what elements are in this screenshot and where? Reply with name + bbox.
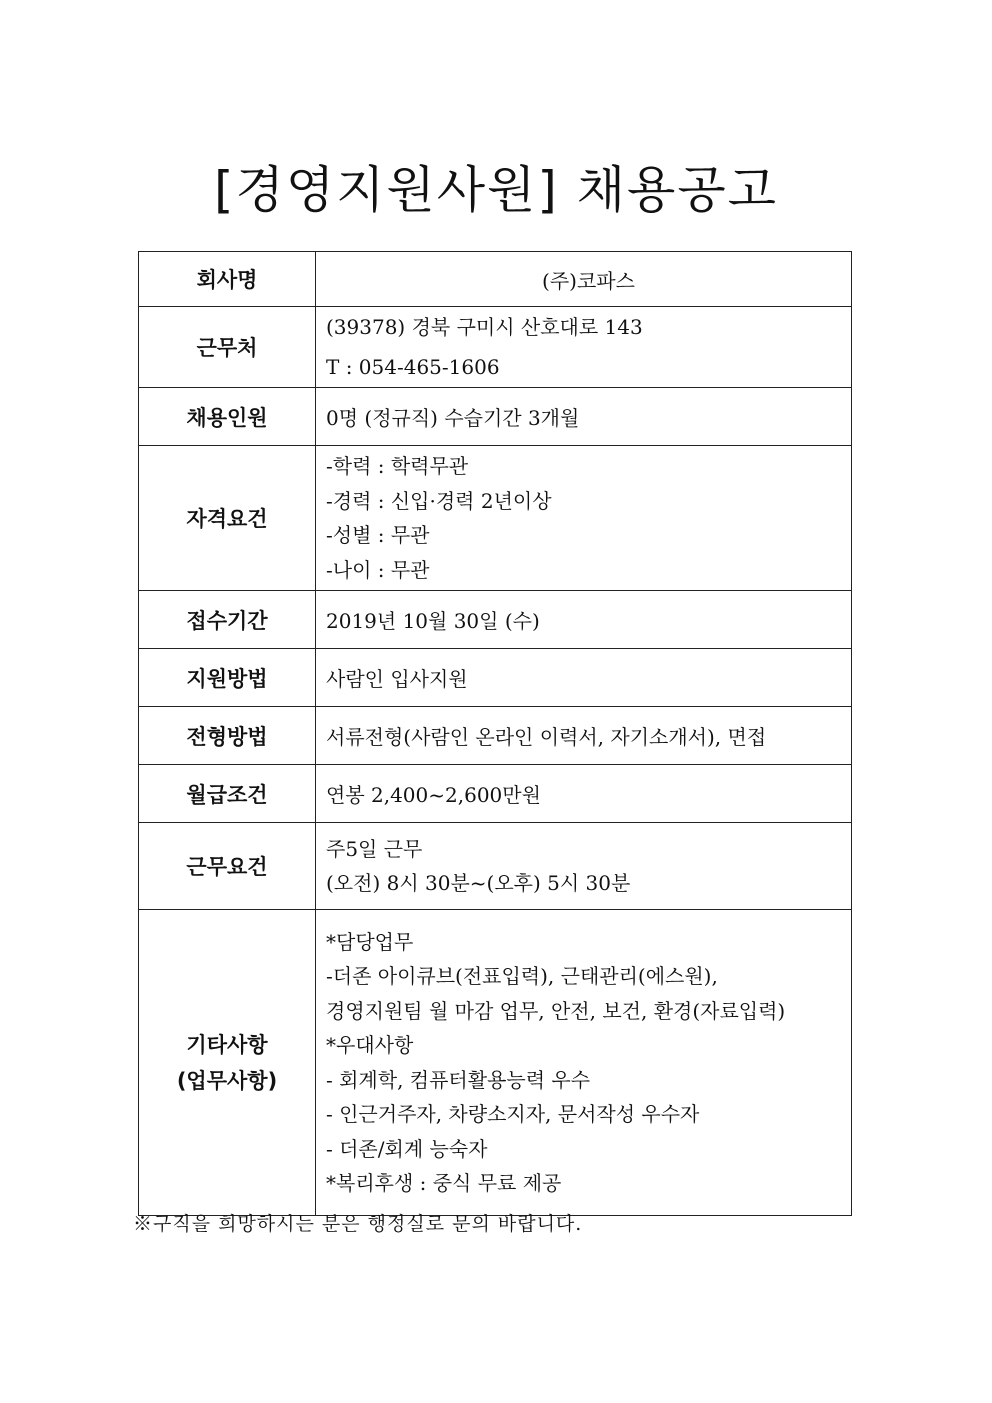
workplace-address: (39378) 경북 구미시 산호대로 143 — [326, 315, 643, 339]
other-item: - 인근거주자, 차량소지자, 문서작성 우수자 — [326, 1102, 700, 1126]
row-workplace — [139, 307, 852, 388]
value-headcount: 0명 (정규직) 수습기간 3개월 — [316, 388, 852, 446]
row-work-conditions — [139, 823, 852, 910]
qualification-item: -나이 : 무관 — [326, 557, 430, 582]
row-apply-method — [139, 649, 852, 707]
value-workplace — [316, 307, 852, 388]
work-condition-item: 주5일 근무 — [326, 837, 423, 861]
page-title: [경영지원사원] 채용공고 — [214, 161, 778, 219]
label-company: 회사명 — [139, 252, 316, 307]
other-item: 경영지원팀 월 마감 업무, 안전, 보건, 환경(자료입력) — [326, 998, 786, 1023]
value-apply-method: 사람인 입사지원 — [316, 649, 852, 707]
qualification-item: -성별 : 무관 — [326, 523, 430, 547]
label-apply-method: 지원방법 — [139, 649, 316, 707]
qualification-item: -학력 : 학력무관 — [326, 454, 469, 478]
label-other-line2: (업무사항) — [176, 1068, 278, 1093]
other-item: *복리후생 : 중식 무료 제공 — [326, 1171, 562, 1195]
row-company — [139, 252, 852, 307]
label-selection: 전형방법 — [139, 707, 316, 765]
qualification-item: -경력 : 신입·경력 2년이상 — [326, 488, 552, 513]
value-selection: 서류전형(사람인 온라인 이력서, 자기소개서), 면접 — [316, 707, 852, 765]
value-deadline: 2019년 10월 30일 (수) — [316, 591, 852, 649]
label-work-conditions: 근무요건 — [139, 823, 316, 910]
row-salary — [139, 765, 852, 823]
other-item: - 더존/회계 능숙자 — [326, 1136, 488, 1161]
label-headcount: 채용인원 — [139, 388, 316, 446]
label-workplace: 근무처 — [139, 307, 316, 388]
job-posting-table — [138, 251, 852, 1216]
other-item: - 회계학, 컴퓨터활용능력 우수 — [326, 1067, 591, 1092]
workplace-phone: T : 054-465-1606 — [326, 355, 500, 379]
label-salary: 월급조건 — [139, 765, 316, 823]
row-deadline — [139, 591, 852, 649]
value-other — [316, 910, 852, 1216]
row-selection — [139, 707, 852, 765]
row-headcount — [139, 388, 852, 446]
value-work-conditions — [316, 823, 852, 910]
value-salary: 연봉 2,400~2,600만원 — [316, 765, 852, 823]
label-other-line1: 기타사항 — [186, 1032, 268, 1057]
other-item: *우대사항 — [326, 1033, 414, 1057]
work-condition-item: (오전) 8시 30분~(오후) 5시 30분 — [326, 871, 631, 895]
other-item: *담당업무 — [326, 929, 414, 954]
other-item: -더존 아이큐브(전표입력), 근태관리(에스원), — [326, 964, 718, 988]
value-company: (주)코파스 — [316, 252, 852, 307]
label-other — [139, 910, 316, 1216]
row-qualifications — [139, 446, 852, 591]
row-other — [139, 910, 852, 1216]
value-qualifications — [316, 446, 852, 591]
label-qualifications: 자격요건 — [139, 446, 316, 591]
label-deadline: 접수기간 — [139, 591, 316, 649]
footnote: ※구직을 희망하시는 분은 행정실로 문의 바랍니다. — [133, 1213, 583, 1235]
